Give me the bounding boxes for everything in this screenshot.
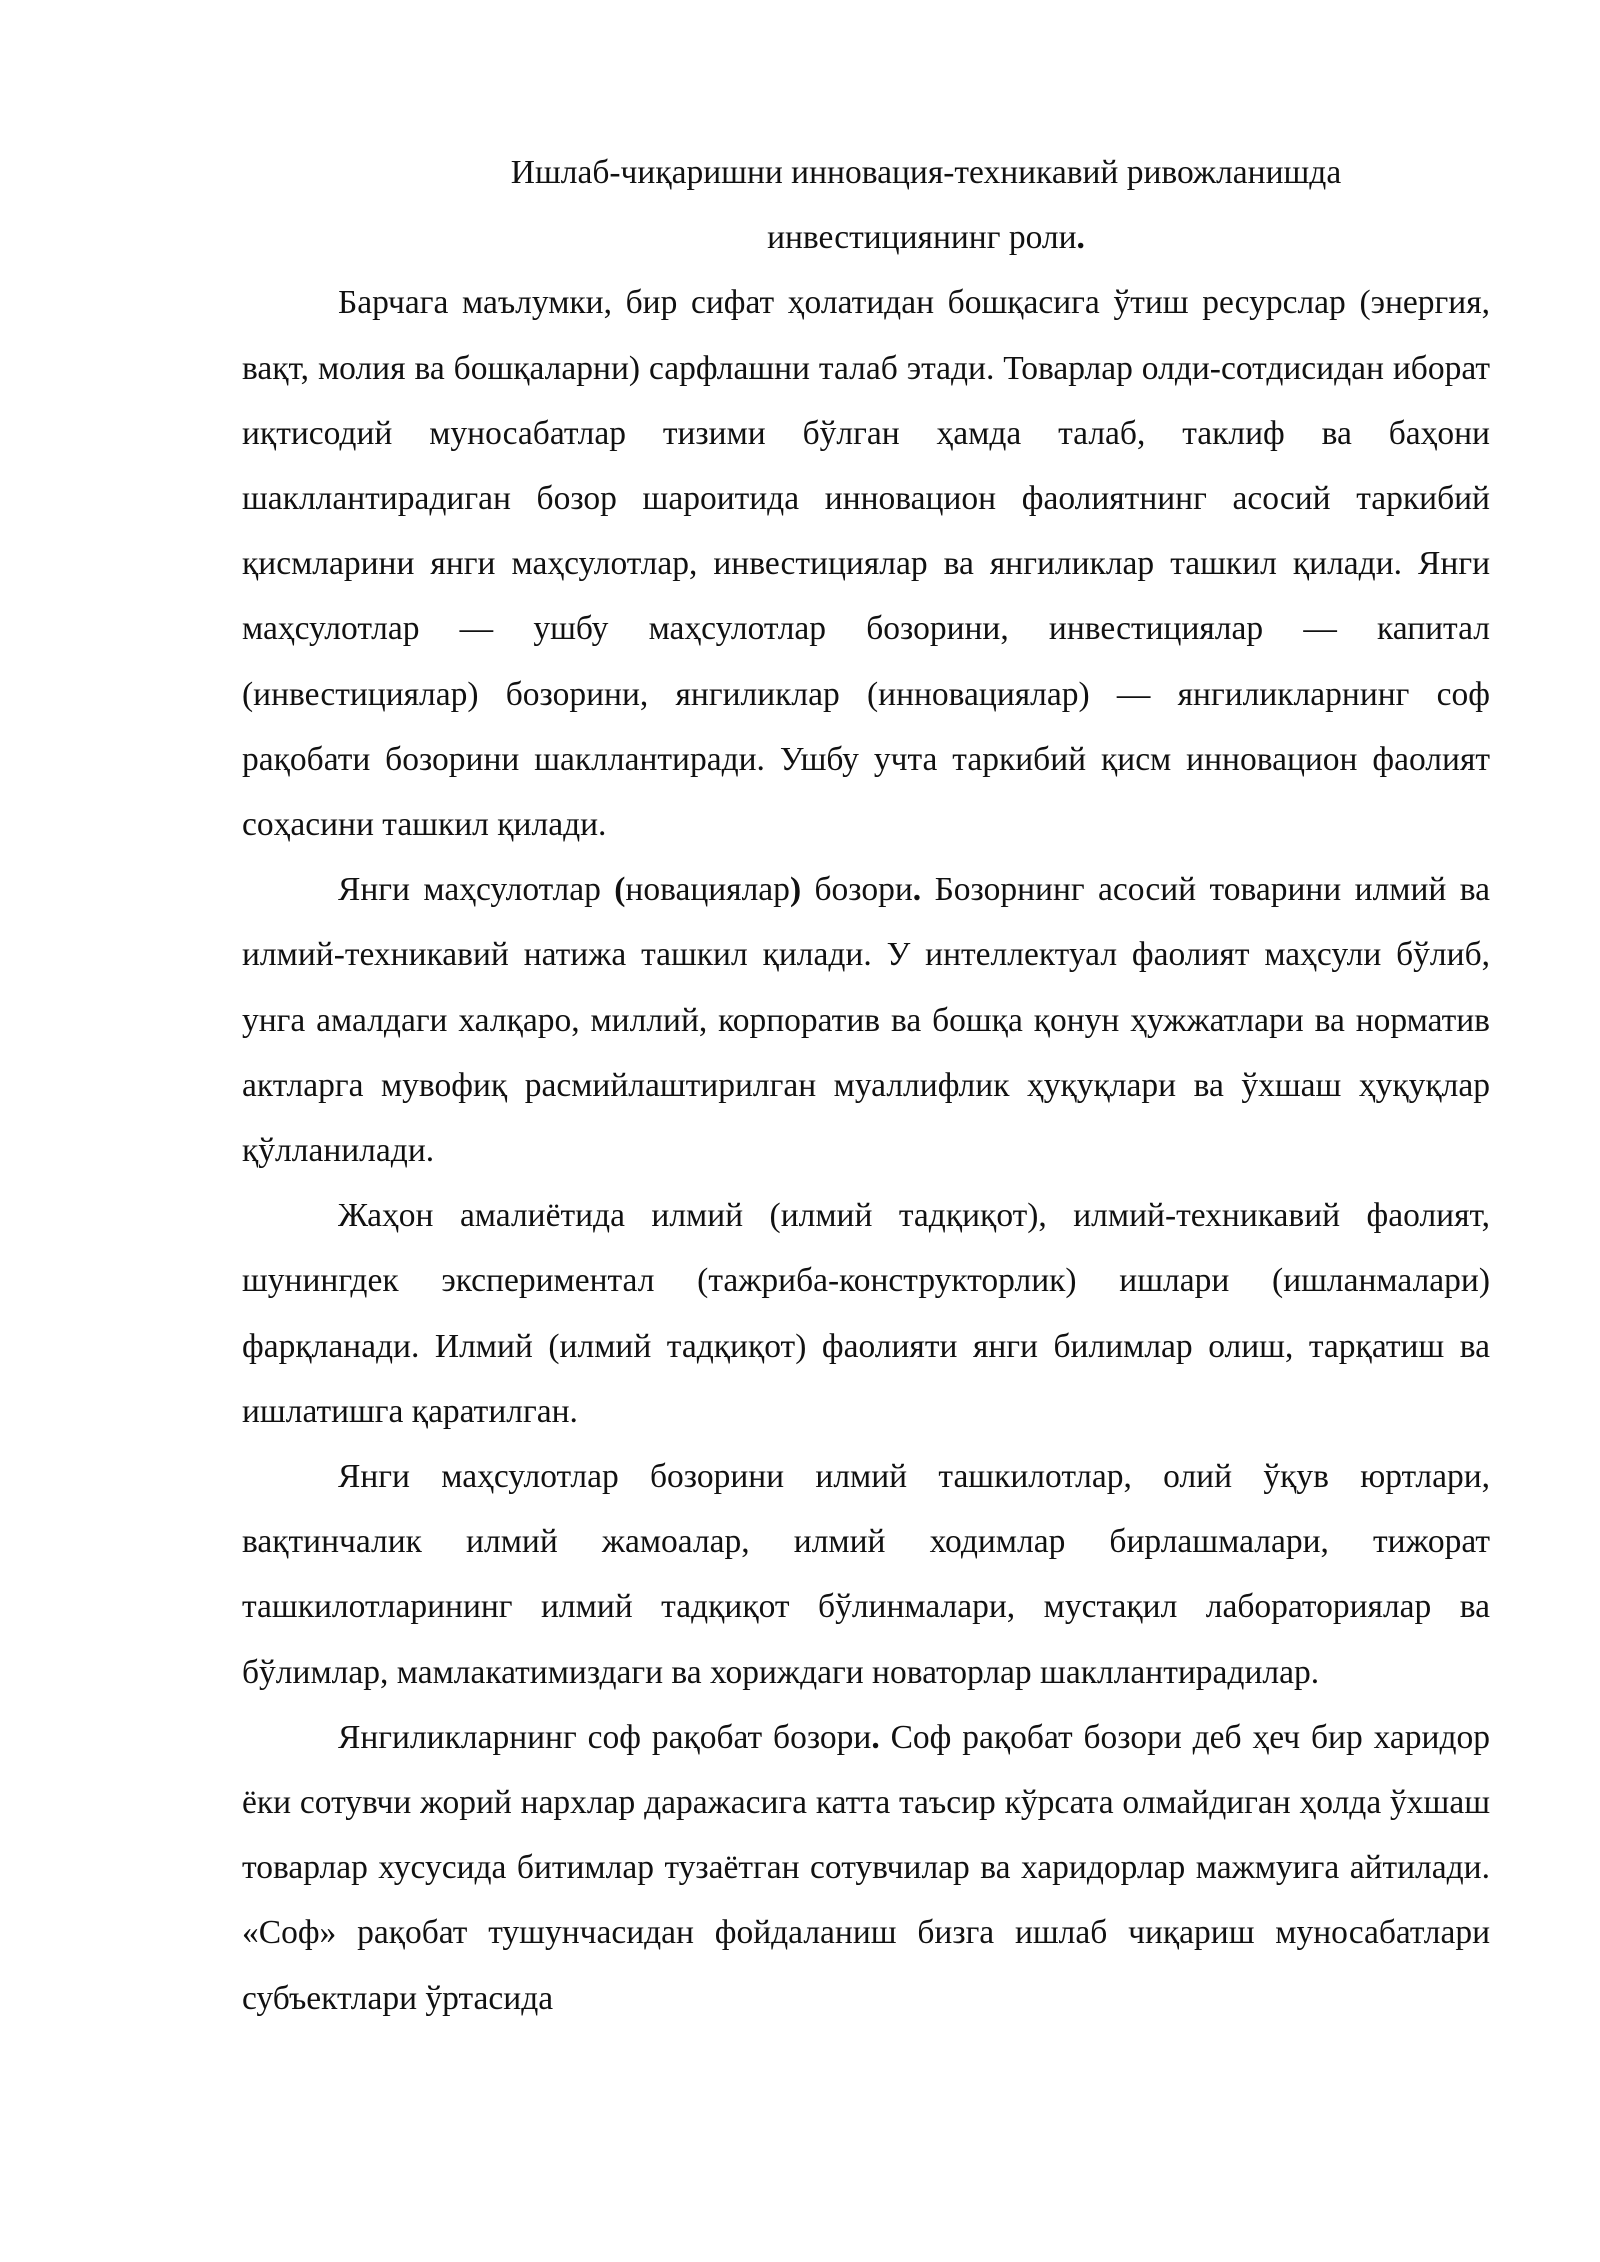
- document-page: [242, 140, 1490, 2031]
- paragraph-5-lead: Янгиликларнинг соф рақобат бозори: [338, 1718, 872, 1756]
- paragraph-4: [242, 1444, 1490, 1705]
- paragraph-2-paren-open: (: [614, 871, 626, 909]
- title-period: .: [1076, 219, 1085, 257]
- paragraph-2-lead-b: новациялар: [625, 871, 790, 909]
- paragraph-5-text: Соф рақобат бозори деб ҳеч бир харидор ёки сотувчи жорий нархлар даражасига катта таъсир кўрсата олмайдиган ҳолда ўхшаш товарлар хусусида битимлар тузаётган сотувчилар ва харидорлар мажмуига айтилади. «Соф» рақобат тушунчасидан фойдаланиш бизга ишлаб чиқариш муносабатлари субъектлари ўртасида: [242, 1718, 1491, 2017]
- paragraph-5-lead-period: .: [871, 1718, 880, 1756]
- title-line-2: [362, 205, 1490, 270]
- paragraph-3: [242, 1183, 1490, 1444]
- paragraph-2-lead-period: .: [912, 871, 922, 909]
- paragraph-2-lead-c: бозори: [801, 871, 913, 909]
- paragraph-4-text: Янги маҳсулотлар бозорини илмий ташкилотлар, олий ўқув юртлари, вақтинчалик илмий жамоалар, илмий ходимлар бирлашмалари, тижорат ташкилотларининг илмий тадқиқот бўлинмалари, мустақил лабораториялар ва бўлимлар, мамлакатимиздаги ва хориждаги новаторлар шакллантирадилар.: [242, 1458, 1490, 1691]
- paragraph-1-text: Барчага маълумки, бир сифат ҳолатидан бошқасига ўтиш ресурслар (энергия, вақт, молия ва бошқаларни) сарфлашни талаб этади. Товарлар олди-сотдисидан иборат иқтисодий муносабатлар тизими бўлган ҳамда талаб, таклиф ва баҳони шакллантирадиган бозор шароитида инновацион фаолиятнинг асосий таркибий қисмларини янги маҳсулотлар, инвестициялар ва янгиликлар ташкил қилади. Янги маҳсулотлар — ушбу маҳсулотлар бозорини, инвестициялар — капитал (инвестициялар) бозорини, янгиликлар (инновациялар) — янгиликларнинг соф рақобати бозорини шакллантиради. Ушбу учта таркибий қисм инновацион фаолият соҳасини ташкил қилади.: [242, 284, 1490, 844]
- paragraph-2-lead-a: Янги маҳсулотлар: [338, 871, 615, 909]
- title-line-1: Ишлаб-чиқаришни инновация-техникавий ривожланишда: [510, 154, 1342, 191]
- title-line-2-text: инвестициянинг роли: [767, 219, 1077, 257]
- paragraph-2-text: Бозорнинг асосий товарини илмий ва илмий-техникавий натижа ташкил қилади. У интеллектуал фаолият маҳсули бўлиб, унга амалдаги халқаро, миллий, корпоратив ва бошқа қонун ҳужжатлари ва норматив актларга мувофиқ расмийлаштирилган муаллифлик ҳуқуқлари ва ўхшаш ҳуқуқлар қўлланилади.: [242, 871, 1491, 1170]
- paragraph-1: [242, 270, 1490, 857]
- paragraph-5: [242, 1705, 1490, 2031]
- paragraph-3-text: Жаҳон амалиётида илмий (илмий тадқиқот), илмий-техникавий фаолият, шунингдек экспериментал (тажриба-конструкторлик) ишлари (ишланмалари) фарқланади. Илмий (илмий тадқиқот) фаолияти янги билимлар олиш, тарқатиш ва ишлатишга қаратилган.: [242, 1197, 1490, 1430]
- document-title: [242, 140, 1490, 270]
- paragraph-2: [242, 857, 1490, 1183]
- paragraph-2-paren-close: ): [789, 871, 802, 909]
